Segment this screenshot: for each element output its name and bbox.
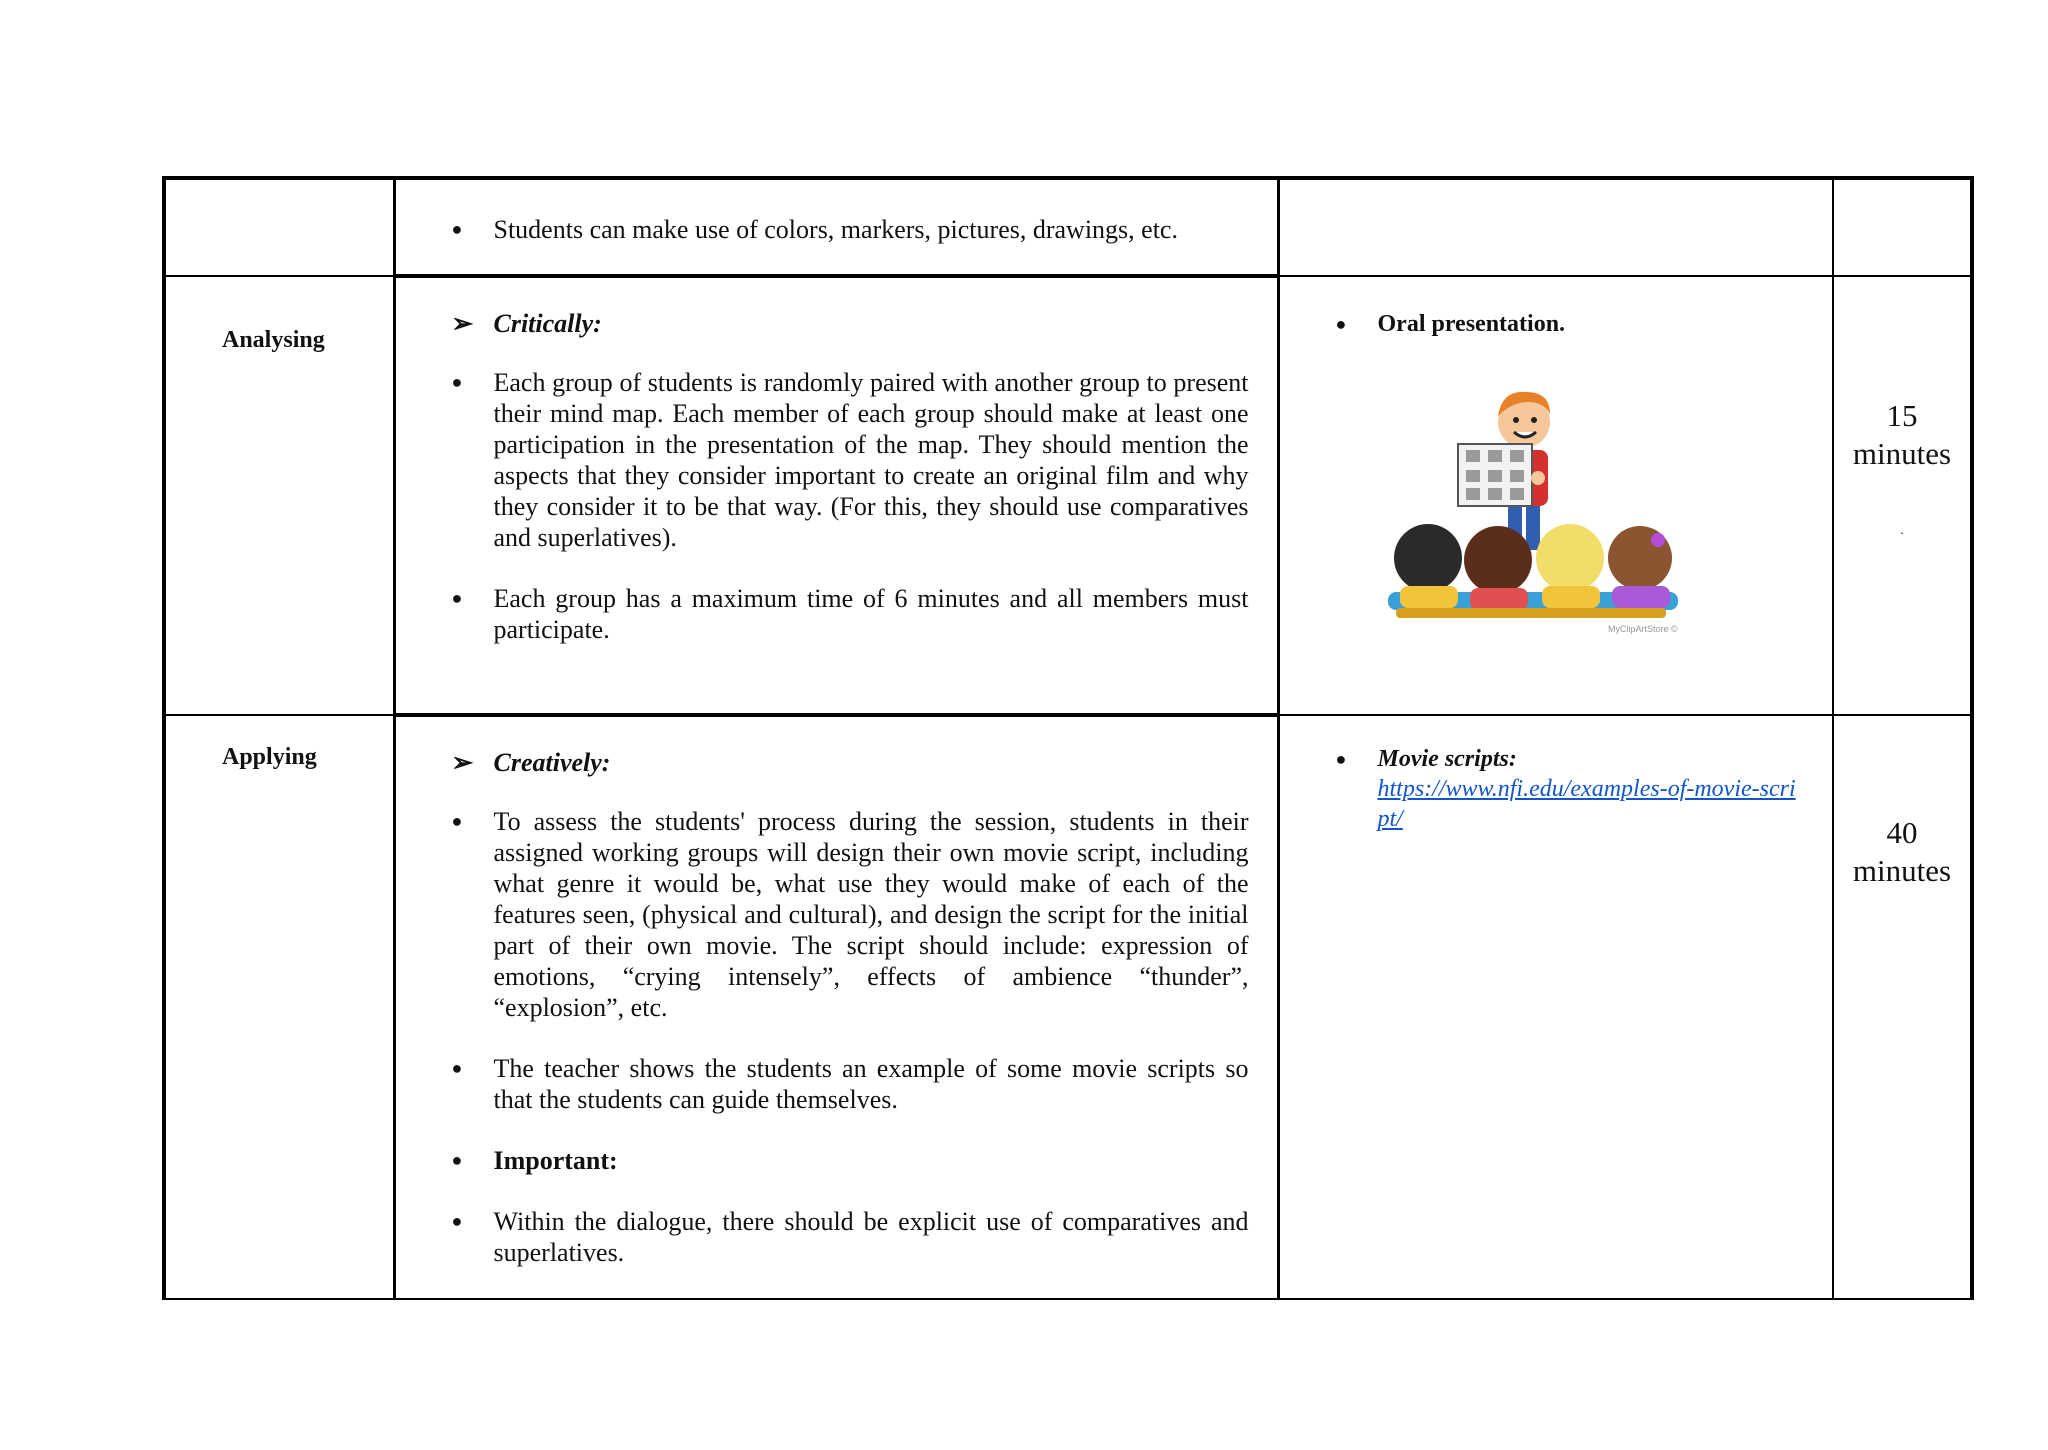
activity-bullet: ● Students can make use of colors, markers, pictures, drawings, etc. — [452, 214, 1249, 245]
lesson-plan-table — [162, 176, 1974, 1300]
resources-cell — [1278, 178, 1833, 276]
table-row — [164, 276, 1972, 715]
activity-bullet: ● Each group of students is randomly paired with another group to present their mind map. Each member of each group should make at least one participation in the presentation of the map. They should mention the aspects that they consider important to create an original film and why they consider it to be that way. (For this, they should use comparatives and superlatives). — [452, 367, 1249, 553]
activity-cell — [394, 276, 1278, 715]
activity-bullet-important: ● Important: — [452, 1145, 1249, 1176]
resource-item — [1336, 744, 1805, 834]
time-unit: minutes — [1852, 436, 1952, 471]
stage-label: Applying — [222, 744, 317, 770]
stage-cell — [164, 715, 394, 1299]
stage-label: Analysing — [222, 327, 325, 353]
arrow-bullet-icon: ➢ — [451, 309, 474, 338]
time-cell — [1833, 178, 1972, 276]
resource-label: Movie scripts: — [1377, 746, 1517, 772]
time-number: 40 — [1886, 815, 1918, 850]
activity-cell — [394, 178, 1278, 276]
activity-bullet: ● Within the dialogue, there should be explicit use of comparatives and superlatives. — [452, 1206, 1249, 1268]
movie-scripts-link[interactable]: https://www.nfi.edu/examples-of-movie-script/ — [1377, 776, 1796, 832]
resource-item: ● Oral presentation. — [1336, 309, 1805, 339]
stage-cell — [164, 178, 394, 276]
stage-cell — [164, 276, 394, 715]
time-extra: . — [1900, 523, 1904, 538]
activity-bullet: ● To assess the students' process during the session, students in their assigned working groups will design their own movie script, including what genre it would be, what use they would make of each of the features seen, (physical and cultural), and design the script for the initial part of their own movie. The script should include: expression of emotions, “crying intensely”, effects of ambience “thunder”, “explosion”, etc. — [452, 806, 1249, 1023]
presentation-illustration — [1378, 380, 1688, 640]
table-row — [164, 178, 1972, 276]
time-number: 15 — [1886, 398, 1918, 433]
time-cell — [1833, 715, 1972, 1299]
time-cell — [1833, 276, 1972, 715]
activity-bullet: ● Each group has a maximum time of 6 minutes and all members must participate. — [452, 583, 1249, 645]
table-row — [164, 715, 1972, 1299]
arrow-bullet-icon: ➢ — [451, 748, 474, 777]
activity-heading: ➢ Critically: — [451, 309, 602, 338]
time-unit: minutes — [1852, 853, 1952, 888]
activity-cell — [394, 715, 1278, 1299]
activity-bullet: ● The teacher shows the students an example of some movie scripts so that the students can guide themselves. — [452, 1053, 1249, 1115]
resources-cell — [1278, 715, 1833, 1299]
activity-heading: ➢ Creatively: — [451, 748, 611, 777]
image-watermark: MyClipArtStore © — [1608, 624, 1678, 634]
